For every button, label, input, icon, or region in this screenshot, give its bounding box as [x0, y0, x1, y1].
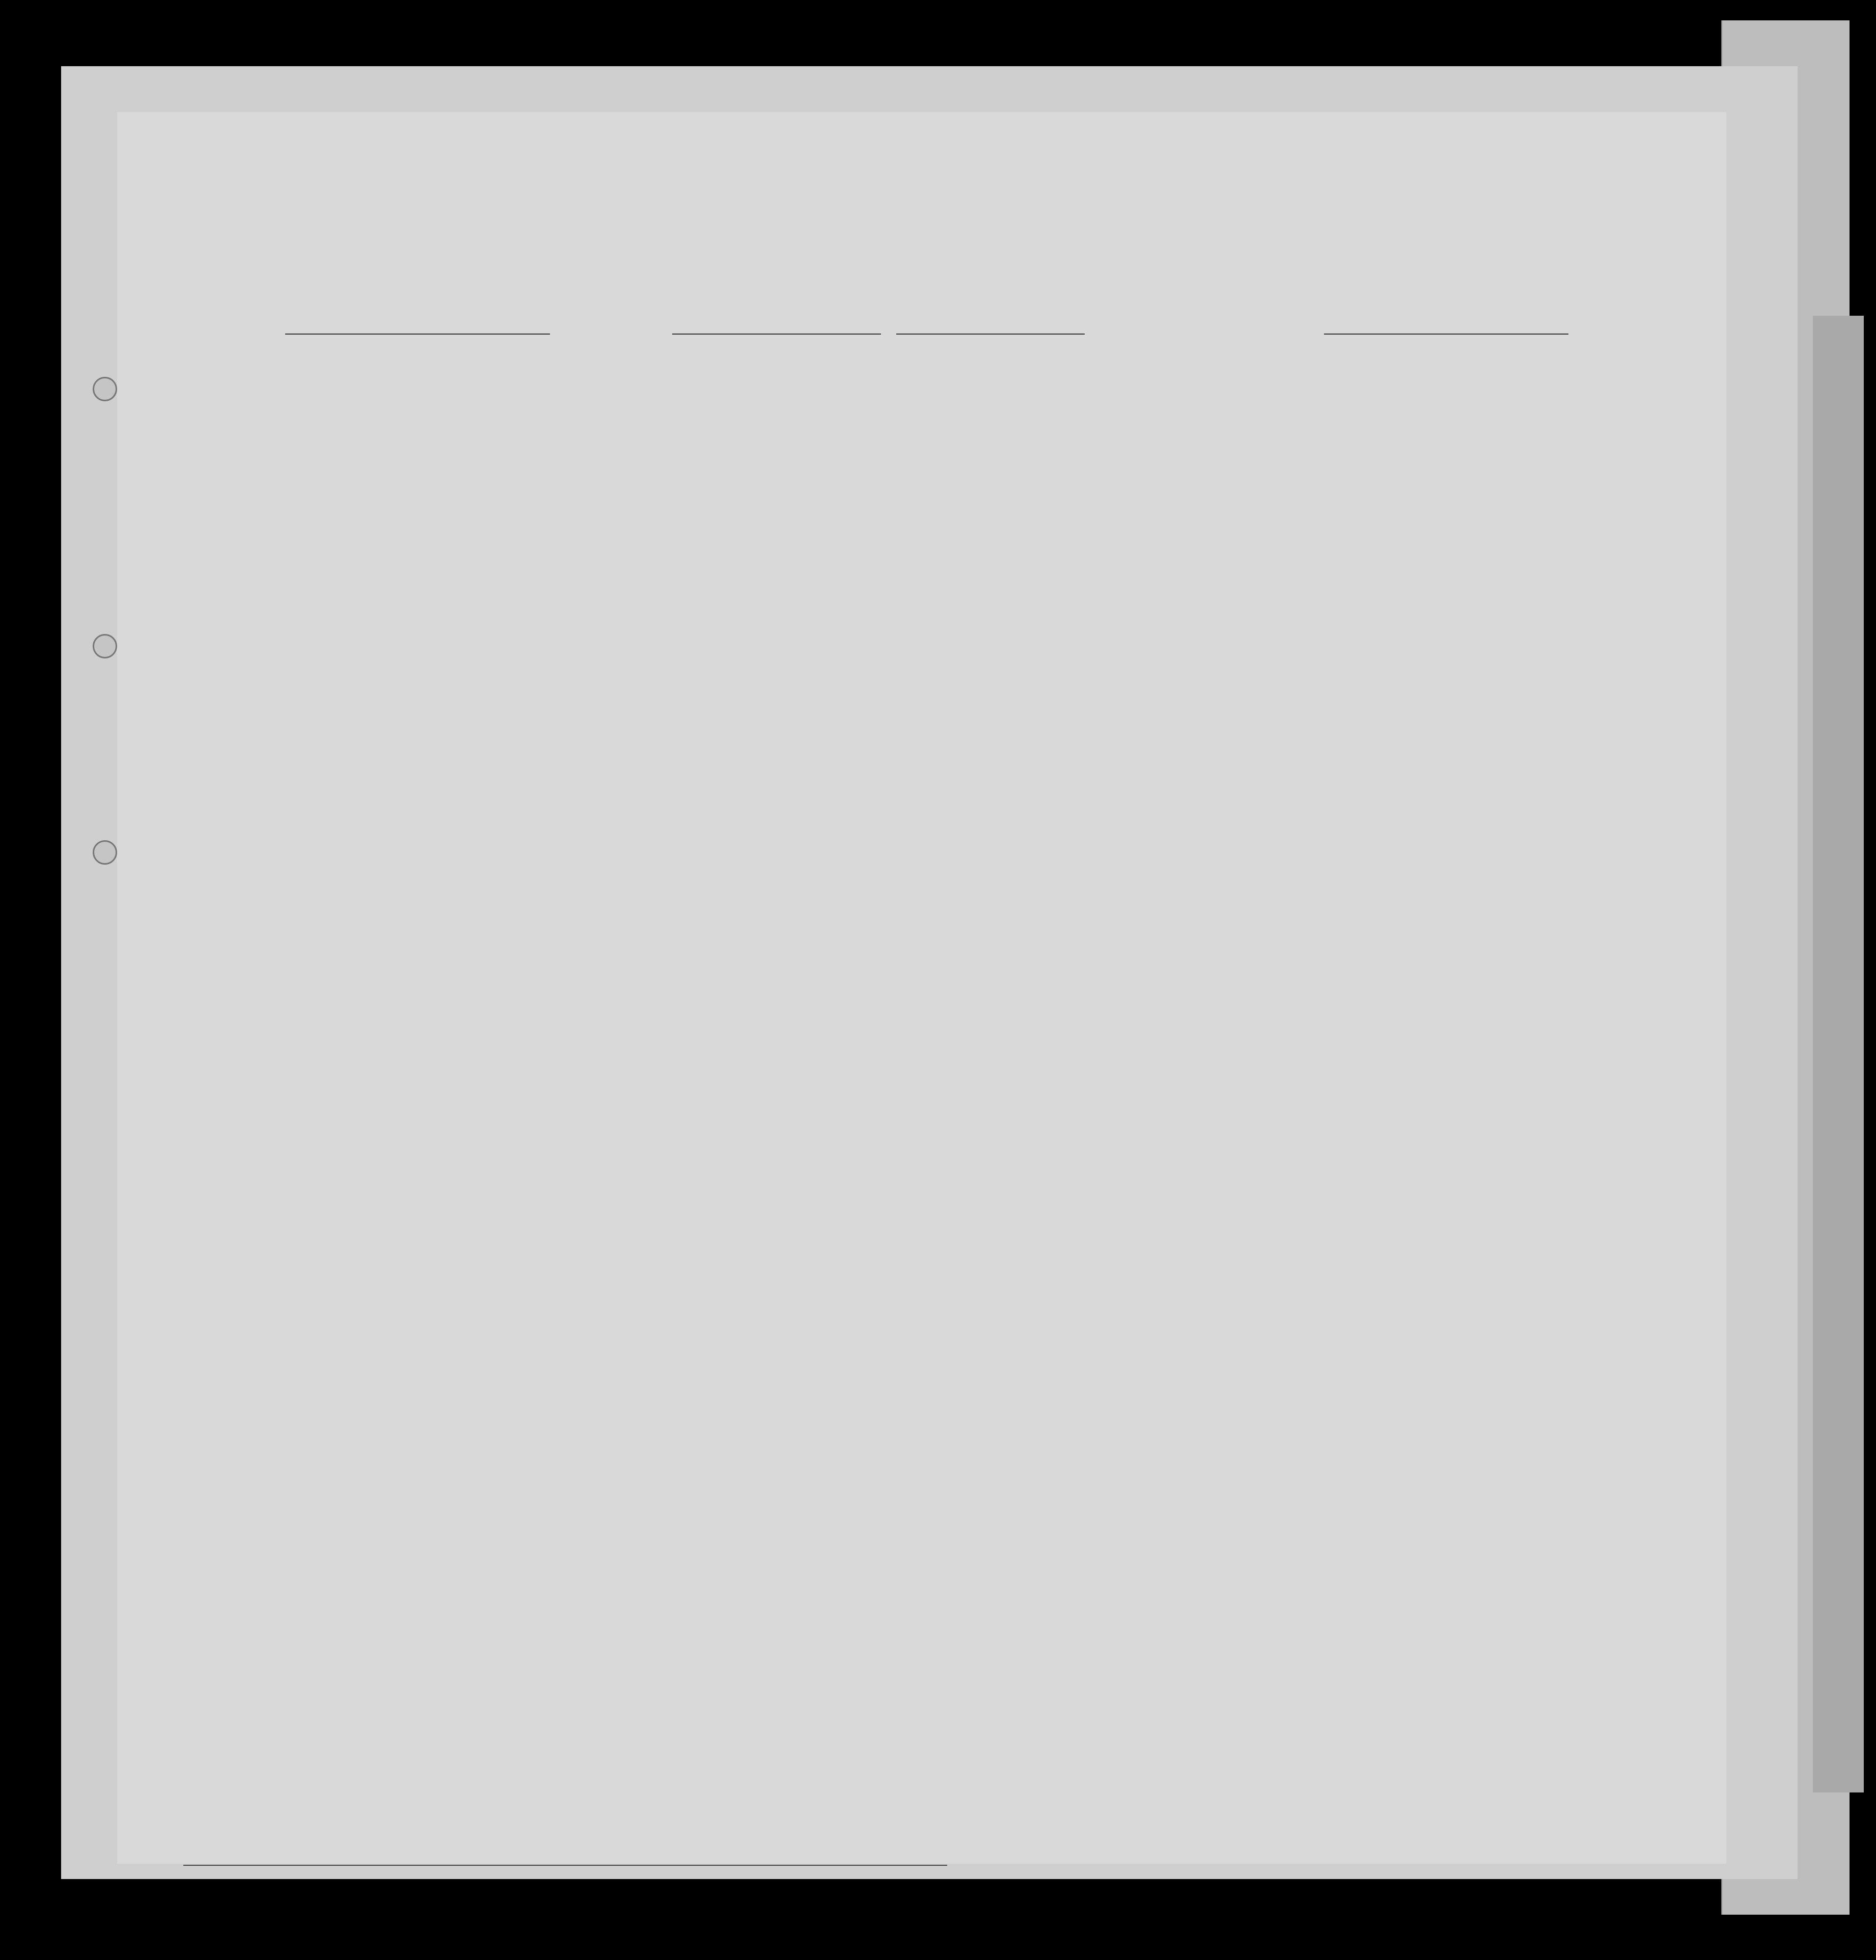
- underline: [285, 334, 550, 335]
- underline: [672, 334, 881, 335]
- background-sheet-edge: [1813, 316, 1864, 1792]
- underline: [1324, 334, 1568, 335]
- bottom-line: [183, 1865, 947, 1866]
- punch-hole: [93, 840, 117, 865]
- punch-hole: [93, 634, 117, 658]
- underline: [896, 334, 1085, 335]
- crew-manifest-form: [117, 112, 1726, 1864]
- manifest-page: [61, 66, 1798, 1879]
- punch-hole: [93, 377, 117, 401]
